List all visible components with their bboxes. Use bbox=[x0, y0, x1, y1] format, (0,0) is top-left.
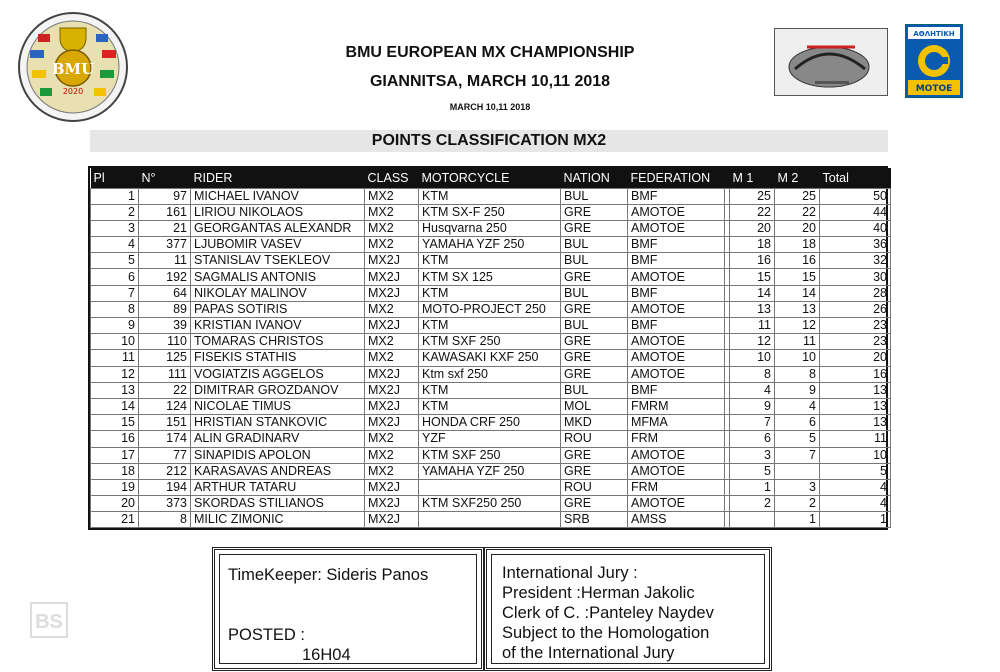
cell-m2: 13 bbox=[775, 301, 820, 317]
cell-m1: 5 bbox=[730, 463, 775, 479]
cell-number: 212 bbox=[139, 463, 191, 479]
cell-m2: 7 bbox=[775, 447, 820, 463]
cell-class: MX2 bbox=[365, 188, 419, 204]
cell-rider: PAPAS SOTIRIS bbox=[191, 301, 365, 317]
cell-motorcycle: KTM SX-F 250 bbox=[419, 204, 561, 220]
amotoe-logo bbox=[905, 24, 963, 98]
cell-total: 23 bbox=[820, 334, 891, 350]
cell-m2 bbox=[775, 463, 820, 479]
cell-total: 40 bbox=[820, 220, 891, 236]
cell-nation: GRE bbox=[561, 366, 628, 382]
table-row bbox=[91, 350, 891, 366]
cell-rider: DIMITRAR GROZDANOV bbox=[191, 382, 365, 398]
cell-rider: ALIN GRADINARV bbox=[191, 431, 365, 447]
cell-m2: 9 bbox=[775, 382, 820, 398]
table-row bbox=[91, 382, 891, 398]
cell-motorcycle: KTM bbox=[419, 253, 561, 269]
cell-rider: HRISTIAN STANKOVIC bbox=[191, 415, 365, 431]
cell-nation: BUL bbox=[561, 237, 628, 253]
cell-pl: 6 bbox=[91, 269, 139, 285]
col-header-pl: Pl bbox=[93, 170, 105, 185]
cell-federation: AMOTOE bbox=[628, 220, 725, 236]
cell-pl: 12 bbox=[91, 366, 139, 382]
jury-line: Clerk of C. :Panteley Naydev bbox=[502, 604, 714, 622]
cell-m1: 11 bbox=[730, 318, 775, 334]
table-row bbox=[91, 301, 891, 317]
location-date-title: GIANNITSA, MARCH 10,11 2018 bbox=[369, 73, 611, 90]
cell-m2: 16 bbox=[775, 253, 820, 269]
cell-m1: 14 bbox=[730, 285, 775, 301]
cell-class: MX2 bbox=[365, 447, 419, 463]
table-row bbox=[91, 431, 891, 447]
cell-m1: 13 bbox=[730, 301, 775, 317]
cell-number: 161 bbox=[139, 204, 191, 220]
timekeeper-box bbox=[212, 547, 484, 671]
cell-number: 11 bbox=[139, 253, 191, 269]
cell-motorcycle: KTM bbox=[419, 382, 561, 398]
cell-number: 377 bbox=[139, 237, 191, 253]
table-row bbox=[91, 188, 891, 204]
cell-rider: MILIC ZIMONIC bbox=[191, 512, 365, 528]
cell-motorcycle: KTM SXF 250 bbox=[419, 447, 561, 463]
cell-pl: 13 bbox=[91, 382, 139, 398]
cell-number: 125 bbox=[139, 350, 191, 366]
table-row bbox=[91, 366, 891, 382]
cell-m1: 10 bbox=[730, 350, 775, 366]
cell-pl: 21 bbox=[91, 512, 139, 528]
table-row bbox=[91, 220, 891, 236]
cell-pl: 9 bbox=[91, 318, 139, 334]
club-logo bbox=[774, 28, 888, 96]
cell-class: MX2J bbox=[365, 366, 419, 382]
cell-m1: 1 bbox=[730, 479, 775, 495]
cell-nation: GRE bbox=[561, 463, 628, 479]
cell-m1: 9 bbox=[730, 398, 775, 414]
cell-m1: 7 bbox=[730, 415, 775, 431]
jury-lines bbox=[502, 563, 714, 663]
cell-motorcycle: HONDA CRF 250 bbox=[419, 415, 561, 431]
cell-class: MX2J bbox=[365, 269, 419, 285]
cell-nation: SRB bbox=[561, 512, 628, 528]
cell-total: 28 bbox=[820, 285, 891, 301]
cell-rider: LIRIOU NIKOLAOS bbox=[191, 204, 365, 220]
cell-federation: AMOTOE bbox=[628, 350, 725, 366]
jury-line: of the International Jury bbox=[502, 644, 675, 662]
cell-class: MX2 bbox=[365, 431, 419, 447]
cell-motorcycle: Husqvarna 250 bbox=[419, 220, 561, 236]
cell-class: MX2J bbox=[365, 382, 419, 398]
cell-total: 44 bbox=[820, 204, 891, 220]
cell-pl: 17 bbox=[91, 447, 139, 463]
col-header-total: Total bbox=[822, 170, 849, 185]
cell-number: 373 bbox=[139, 496, 191, 512]
cell-pl: 10 bbox=[91, 334, 139, 350]
cell-pl: 2 bbox=[91, 204, 139, 220]
cell-class: MX2J bbox=[365, 285, 419, 301]
cell-total: 4 bbox=[820, 479, 891, 495]
cell-federation: AMOTOE bbox=[628, 269, 725, 285]
cell-federation: BMF bbox=[628, 285, 725, 301]
cell-m2: 25 bbox=[775, 188, 820, 204]
cell-number: 151 bbox=[139, 415, 191, 431]
cell-total: 26 bbox=[820, 301, 891, 317]
cell-rider: VOGIATZIS AGGELOS bbox=[191, 366, 365, 382]
cell-pl: 16 bbox=[91, 431, 139, 447]
cell-motorcycle bbox=[419, 512, 561, 528]
cell-motorcycle: YAMAHA YZF 250 bbox=[419, 463, 561, 479]
cell-nation: BUL bbox=[561, 382, 628, 398]
jury-box bbox=[484, 547, 772, 671]
cell-m2: 2 bbox=[775, 496, 820, 512]
jury-line: International Jury : bbox=[502, 564, 638, 582]
table-row bbox=[91, 463, 891, 479]
cell-nation: GRE bbox=[561, 269, 628, 285]
table-row bbox=[91, 447, 891, 463]
cell-motorcycle: KTM bbox=[419, 318, 561, 334]
cell-federation: BMF bbox=[628, 188, 725, 204]
cell-number: 111 bbox=[139, 366, 191, 382]
cell-motorcycle: Ktm sxf 250 bbox=[419, 366, 561, 382]
cell-federation: FMRM bbox=[628, 398, 725, 414]
cell-total: 13 bbox=[820, 398, 891, 414]
cell-nation: ROU bbox=[561, 479, 628, 495]
table-row bbox=[91, 269, 891, 285]
cell-nation: BUL bbox=[561, 253, 628, 269]
cell-pl: 7 bbox=[91, 285, 139, 301]
cell-nation: GRE bbox=[561, 334, 628, 350]
cell-rider: TOMARAS CHRISTOS bbox=[191, 334, 365, 350]
col-header-m2: M 2 bbox=[777, 170, 799, 185]
cell-number: 77 bbox=[139, 447, 191, 463]
cell-nation: ROU bbox=[561, 431, 628, 447]
table-row bbox=[91, 479, 891, 495]
cell-pl: 18 bbox=[91, 463, 139, 479]
cell-number: 174 bbox=[139, 431, 191, 447]
cell-class: MX2 bbox=[365, 220, 419, 236]
table-body bbox=[91, 188, 891, 528]
cell-nation: BUL bbox=[561, 188, 628, 204]
table-row bbox=[91, 415, 891, 431]
cell-nation: GRE bbox=[561, 301, 628, 317]
cell-class: MX2 bbox=[365, 463, 419, 479]
cell-pl: 19 bbox=[91, 479, 139, 495]
cell-federation: AMOTOE bbox=[628, 463, 725, 479]
watermark-logo: BS bbox=[30, 602, 68, 638]
cell-number: 192 bbox=[139, 269, 191, 285]
cell-nation: MKD bbox=[561, 415, 628, 431]
cell-m2: 22 bbox=[775, 204, 820, 220]
cell-m1: 2 bbox=[730, 496, 775, 512]
cell-federation: AMOTOE bbox=[628, 334, 725, 350]
col-header-rider: RIDER bbox=[193, 170, 233, 185]
cell-m1: 22 bbox=[730, 204, 775, 220]
cell-federation: AMSS bbox=[628, 512, 725, 528]
cell-number: 89 bbox=[139, 301, 191, 317]
cell-total: 36 bbox=[820, 237, 891, 253]
cell-rider: STANISLAV TSEKLEOV bbox=[191, 253, 365, 269]
cell-pl: 11 bbox=[91, 350, 139, 366]
cell-motorcycle: MOTO-PROJECT 250 bbox=[419, 301, 561, 317]
cell-m2: 10 bbox=[775, 350, 820, 366]
cell-motorcycle: KAWASAKI KXF 250 bbox=[419, 350, 561, 366]
table-row bbox=[91, 318, 891, 334]
cell-rider: MICHAEL IVANOV bbox=[191, 188, 365, 204]
cell-federation: FRM bbox=[628, 431, 725, 447]
cell-number: 124 bbox=[139, 398, 191, 414]
cell-nation: BUL bbox=[561, 318, 628, 334]
cell-number: 64 bbox=[139, 285, 191, 301]
cell-pl: 1 bbox=[91, 188, 139, 204]
cell-m2: 12 bbox=[775, 318, 820, 334]
bmu-logo-year: 2020 bbox=[62, 87, 84, 96]
cell-total: 23 bbox=[820, 318, 891, 334]
cell-federation: FRM bbox=[628, 479, 725, 495]
timekeeper-text: TimeKeeper: Sideris Panos bbox=[228, 566, 429, 584]
cell-m1: 15 bbox=[730, 269, 775, 285]
cell-m1: 16 bbox=[730, 253, 775, 269]
table-row bbox=[91, 253, 891, 269]
cell-total: 16 bbox=[820, 366, 891, 382]
cell-rider: FISEKIS STATHIS bbox=[191, 350, 365, 366]
cell-pl: 8 bbox=[91, 301, 139, 317]
cell-rider: SKORDAS STILIANOS bbox=[191, 496, 365, 512]
col-header-m1: M 1 bbox=[732, 170, 754, 185]
cell-number: 22 bbox=[139, 382, 191, 398]
cell-pl: 15 bbox=[91, 415, 139, 431]
cell-total: 13 bbox=[820, 415, 891, 431]
col-header-motorcycle: MOTORCYCLE bbox=[421, 170, 510, 185]
cell-rider: SAGMALIS ANTONIS bbox=[191, 269, 365, 285]
jury-line: Subject to the Homologation bbox=[502, 624, 710, 642]
cell-number: 39 bbox=[139, 318, 191, 334]
cell-federation: MFMA bbox=[628, 415, 725, 431]
cell-rider: KARASAVAS ANDREAS bbox=[191, 463, 365, 479]
cell-m2: 4 bbox=[775, 398, 820, 414]
cell-motorcycle: KTM bbox=[419, 398, 561, 414]
cell-total: 20 bbox=[820, 350, 891, 366]
cell-federation: BMF bbox=[628, 318, 725, 334]
cell-total: 32 bbox=[820, 253, 891, 269]
cell-class: MX2J bbox=[365, 496, 419, 512]
cell-m2: 14 bbox=[775, 285, 820, 301]
cell-motorcycle: YAMAHA YZF 250 bbox=[419, 237, 561, 253]
cell-motorcycle bbox=[419, 479, 561, 495]
cell-m1: 12 bbox=[730, 334, 775, 350]
cell-m1 bbox=[730, 512, 775, 528]
cell-motorcycle: YZF bbox=[419, 431, 561, 447]
cell-class: MX2J bbox=[365, 253, 419, 269]
col-header-nation: NATION bbox=[563, 170, 610, 185]
col-header-number: N° bbox=[141, 170, 156, 185]
bmu-logo-text: BMU bbox=[51, 60, 95, 78]
cell-total: 30 bbox=[820, 269, 891, 285]
cell-nation: GRE bbox=[561, 350, 628, 366]
cell-nation: GRE bbox=[561, 204, 628, 220]
cell-number: 97 bbox=[139, 188, 191, 204]
cell-m2: 5 bbox=[775, 431, 820, 447]
table-row bbox=[91, 334, 891, 350]
cell-pl: 5 bbox=[91, 253, 139, 269]
cell-m2: 11 bbox=[775, 334, 820, 350]
jury-line: President :Herman Jakolic bbox=[502, 584, 695, 602]
cell-m2: 6 bbox=[775, 415, 820, 431]
cell-nation: GRE bbox=[561, 496, 628, 512]
cell-total: 13 bbox=[820, 382, 891, 398]
table-row bbox=[91, 398, 891, 414]
cell-number: 8 bbox=[139, 512, 191, 528]
cell-class: MX2J bbox=[365, 512, 419, 528]
amotoe-bottom-text: ΜΟΤΟΕ bbox=[915, 84, 953, 94]
cell-rider: ARTHUR TATARU bbox=[191, 479, 365, 495]
cell-m1: 3 bbox=[730, 447, 775, 463]
cell-total: 4 bbox=[820, 496, 891, 512]
cell-class: MX2 bbox=[365, 334, 419, 350]
table-row bbox=[91, 285, 891, 301]
cell-rider: SINAPIDIS APOLON bbox=[191, 447, 365, 463]
cell-motorcycle: KTM SXF250 250 bbox=[419, 496, 561, 512]
cell-m2: 8 bbox=[775, 366, 820, 382]
cell-m2: 1 bbox=[775, 512, 820, 528]
cell-total: 5 bbox=[820, 463, 891, 479]
cell-m1: 8 bbox=[730, 366, 775, 382]
cell-total: 11 bbox=[820, 431, 891, 447]
table-row bbox=[91, 204, 891, 220]
cell-nation: MOL bbox=[561, 398, 628, 414]
cell-number: 110 bbox=[139, 334, 191, 350]
cell-class: MX2J bbox=[365, 479, 419, 495]
cell-class: MX2J bbox=[365, 318, 419, 334]
cell-class: MX2J bbox=[365, 415, 419, 431]
cell-nation: GRE bbox=[561, 447, 628, 463]
cell-total: 10 bbox=[820, 447, 891, 463]
cell-number: 194 bbox=[139, 479, 191, 495]
col-header-class: CLASS bbox=[367, 170, 409, 185]
posted-label: POSTED : bbox=[228, 626, 306, 644]
cell-number: 21 bbox=[139, 220, 191, 236]
cell-class: MX2 bbox=[365, 350, 419, 366]
cell-federation: AMOTOE bbox=[628, 366, 725, 382]
table-row bbox=[91, 496, 891, 512]
cell-nation: GRE bbox=[561, 220, 628, 236]
cell-class: MX2J bbox=[365, 398, 419, 414]
date-subtitle: MARCH 10,11 2018 bbox=[449, 102, 531, 112]
cell-total: 1 bbox=[820, 512, 891, 528]
table-header-row bbox=[91, 168, 891, 188]
cell-m1: 6 bbox=[730, 431, 775, 447]
cell-m1: 4 bbox=[730, 382, 775, 398]
cell-m2: 3 bbox=[775, 479, 820, 495]
table-row bbox=[91, 512, 891, 528]
amotoe-top-text: ΑΘΛΗΤΙΚΗ bbox=[913, 30, 955, 38]
cell-federation: BMF bbox=[628, 237, 725, 253]
cell-rider: KRISTIAN IVANOV bbox=[191, 318, 365, 334]
cell-class: MX2 bbox=[365, 237, 419, 253]
cell-federation: AMOTOE bbox=[628, 204, 725, 220]
cell-rider: GEORGANTAS ALEXANDR bbox=[191, 220, 365, 236]
cell-m1: 20 bbox=[730, 220, 775, 236]
cell-class: MX2 bbox=[365, 301, 419, 317]
cell-federation: AMOTOE bbox=[628, 496, 725, 512]
cell-m2: 18 bbox=[775, 237, 820, 253]
cell-pl: 14 bbox=[91, 398, 139, 414]
cell-m1: 18 bbox=[730, 237, 775, 253]
cell-motorcycle: KTM bbox=[419, 285, 561, 301]
cell-rider: NICOLAE TIMUS bbox=[191, 398, 365, 414]
cell-motorcycle: KTM SXF 250 bbox=[419, 334, 561, 350]
cell-nation: BUL bbox=[561, 285, 628, 301]
cell-pl: 3 bbox=[91, 220, 139, 236]
cell-m2: 15 bbox=[775, 269, 820, 285]
col-header-federation: FEDERATION bbox=[630, 170, 711, 185]
cell-class: MX2 bbox=[365, 204, 419, 220]
classification-title: POINTS CLASSIFICATION MX2 bbox=[90, 130, 888, 152]
cell-motorcycle: KTM SX 125 bbox=[419, 269, 561, 285]
cell-pl: 4 bbox=[91, 237, 139, 253]
cell-total: 50 bbox=[820, 188, 891, 204]
cell-federation: AMOTOE bbox=[628, 301, 725, 317]
cell-rider: NIKOLAY MALINOV bbox=[191, 285, 365, 301]
cell-federation: BMF bbox=[628, 253, 725, 269]
posted-time: 16H04 bbox=[302, 646, 351, 664]
cell-m1: 25 bbox=[730, 188, 775, 204]
cell-motorcycle: KTM bbox=[419, 188, 561, 204]
cell-rider: LJUBOMIR VASEV bbox=[191, 237, 365, 253]
cell-federation: AMOTOE bbox=[628, 447, 725, 463]
cell-m2: 20 bbox=[775, 220, 820, 236]
cell-federation: BMF bbox=[628, 382, 725, 398]
table-row bbox=[91, 237, 891, 253]
cell-pl: 20 bbox=[91, 496, 139, 512]
championship-title: BMU EUROPEAN MX CHAMPIONSHIP bbox=[345, 44, 635, 61]
results-table bbox=[88, 166, 888, 530]
